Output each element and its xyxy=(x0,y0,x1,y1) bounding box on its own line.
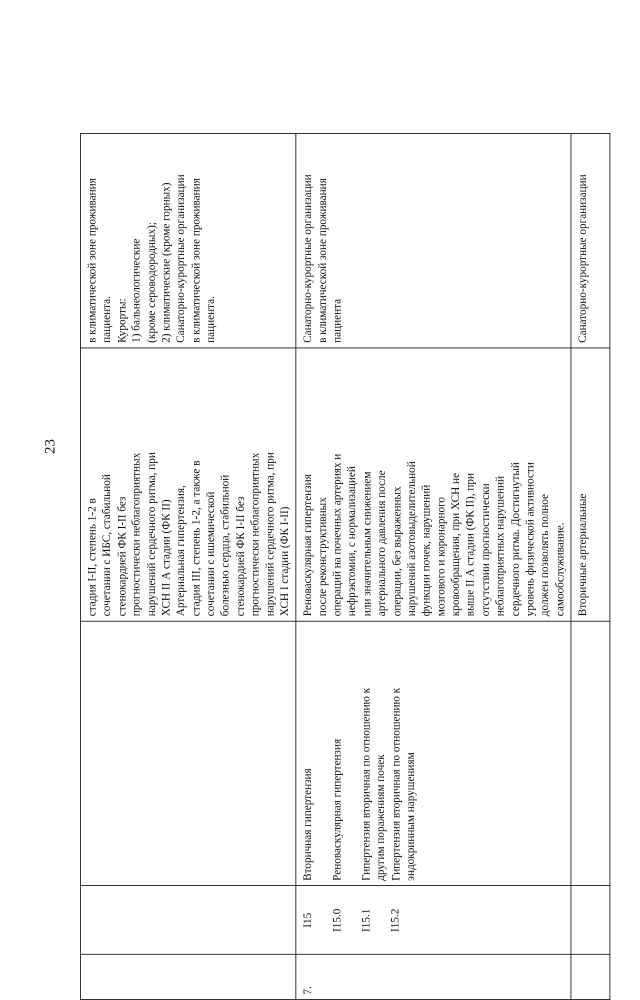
icd-code: I15.2 xyxy=(388,908,402,932)
criteria-line: прогностически неблагоприятных xyxy=(248,452,262,617)
criteria-line: или значительным снижением xyxy=(360,471,373,617)
table-row-7 xyxy=(296,133,571,999)
cell-diagnosis xyxy=(571,621,610,886)
diagnosis-item xyxy=(359,626,389,881)
resort-line: пациента. xyxy=(203,296,217,343)
criteria-line: прогностически неблагоприятных xyxy=(129,452,143,617)
resort-indications-table xyxy=(80,133,610,1000)
diagnosis-item xyxy=(300,626,315,881)
criteria-line: артериального давления после xyxy=(375,470,388,617)
resort-line: Курорты: xyxy=(115,298,128,343)
criteria-line: нарушений азотовыделительной xyxy=(404,461,418,617)
criteria-line: ХСН II А стадии (ФК II) xyxy=(159,499,173,617)
criteria-line: после реконструктивных xyxy=(315,497,329,617)
resort-line: 1) бальнеологические xyxy=(129,238,143,343)
cell-diagnosis xyxy=(296,621,571,886)
icd-code: I15 xyxy=(301,912,314,928)
diagnosis-line: Реноваскулярная гипертензия xyxy=(330,738,344,881)
cell-icd-codes xyxy=(80,886,296,955)
icd-code: I15.0 xyxy=(330,908,344,932)
criteria-line: кровообращения, при ХСН не xyxy=(449,473,462,617)
resort-line: в климатической зоне проживания xyxy=(85,178,99,343)
criteria-line: Реноваскулярная гипертензия xyxy=(301,474,314,617)
cell-icd-codes xyxy=(571,886,610,955)
cell-resorts xyxy=(80,133,296,347)
criteria-line: нарушений сердечного ритма, при xyxy=(263,452,276,617)
diagnosis-line: другим поражениям почек xyxy=(374,754,388,881)
cell-icd-codes xyxy=(296,886,571,955)
resort-line: Санаторно-курортные организации xyxy=(301,174,314,343)
criteria-line: сердечного ритма. Достигнутый xyxy=(508,462,522,617)
diagnosis-item xyxy=(388,626,418,881)
criteria-line: нарушений сердечного ритма, при xyxy=(144,452,158,617)
cell-diagnosis xyxy=(80,621,296,886)
cell-criteria xyxy=(80,348,296,621)
criteria-line: уровень физической активности xyxy=(523,462,537,617)
criteria-line: отсутствии прогностически xyxy=(478,483,492,617)
cell-number xyxy=(571,955,610,1000)
criteria-line: болезнью сердца, стабильной xyxy=(218,474,232,617)
criteria-line: выше II А стадии (ФК II), при xyxy=(464,473,477,617)
criteria-line: сочетании с ИБС, стабильной xyxy=(100,474,113,617)
criteria-line: сочетании с ишемической xyxy=(203,491,217,617)
page-number: 23 xyxy=(42,439,59,454)
diagnosis-line: эндокринным нарушениям xyxy=(404,752,417,881)
diagnosis-line: Вторичная гипертензия xyxy=(301,768,314,881)
criteria-line: мозгового и коронарного xyxy=(434,496,448,617)
rotated-sheet xyxy=(80,95,589,1000)
criteria-line: должен позволять полное xyxy=(538,494,551,617)
cell-resorts xyxy=(296,133,571,347)
table-row-next xyxy=(571,133,610,999)
diagnosis-line: Гипертензия вторичная по отношению к xyxy=(359,687,373,881)
resort-line: пациента. xyxy=(100,296,113,343)
criteria-line: операций на почечных артериях и xyxy=(330,453,344,617)
criteria-line: функции почек, нарушений xyxy=(419,484,433,617)
resort-line: 2) климатические (кроме горных) xyxy=(159,182,173,343)
resort-line: Санаторно-курортные организации xyxy=(174,174,188,343)
criteria-line: неблагоприятных нарушений xyxy=(493,476,507,617)
cell-criteria xyxy=(571,348,610,621)
resort-line: Санаторно-курортные организации xyxy=(575,174,589,343)
cell-number: 7. xyxy=(296,955,571,1000)
resort-line: в климатической зоне проживания xyxy=(315,178,329,343)
criteria-line: стадия I-II, степень 1-2 в xyxy=(85,498,99,617)
cell-resorts xyxy=(571,133,610,347)
diagnosis-line: Гипертензия вторичная по отношению к xyxy=(389,687,402,881)
criteria-line: Вторичные артериальные xyxy=(575,493,589,617)
cell-number xyxy=(80,955,296,1000)
criteria-line: стадия III, степень 1-2, а также в xyxy=(189,460,202,617)
criteria-line: ХСН I стадии (ФК I-II) xyxy=(278,506,291,617)
icd-code: I15.1 xyxy=(359,908,373,932)
criteria-line: Артериальная гипертензия, xyxy=(174,485,188,617)
table-row-continuation xyxy=(80,133,296,999)
resort-line: пациента xyxy=(330,298,344,343)
criteria-line: стенокардией ФК I-II без xyxy=(233,496,247,617)
criteria-line: операции, без выраженных xyxy=(389,486,403,617)
cell-criteria xyxy=(296,348,571,621)
resort-line: (кроме сероводородных); xyxy=(144,222,158,343)
resort-line: в климатической зоне проживания xyxy=(189,178,202,343)
criteria-line: нефрэктомии, с нормализацией xyxy=(345,466,359,617)
criteria-line: стенокардией ФК I-II без xyxy=(115,496,128,617)
criteria-line: самообслуживание. xyxy=(552,522,566,617)
diagnosis-item xyxy=(329,626,344,881)
